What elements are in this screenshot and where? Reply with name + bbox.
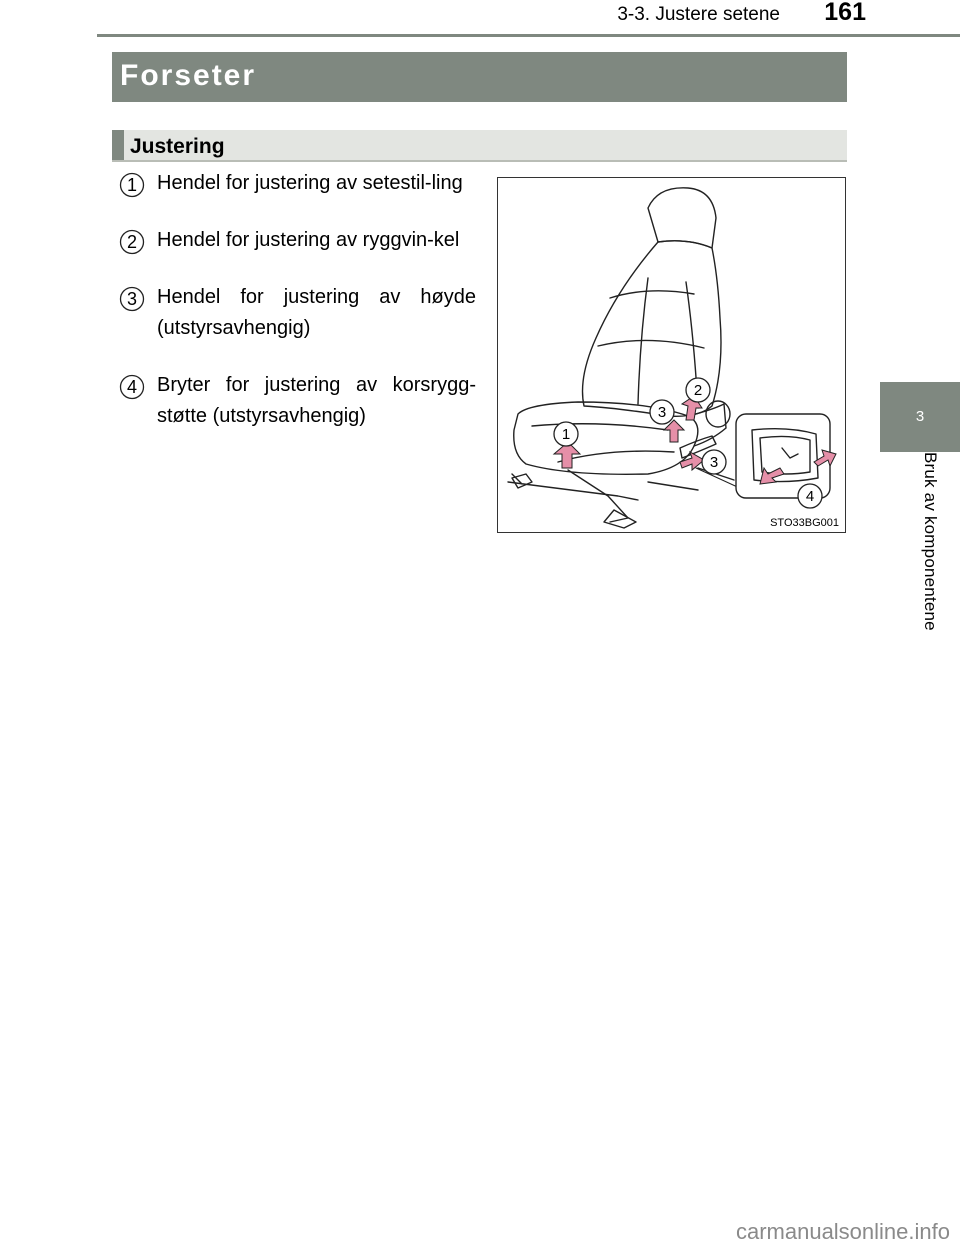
item-number: 4 xyxy=(126,377,137,397)
item-number: 3 xyxy=(126,289,137,309)
page-title: Forseter xyxy=(120,59,257,92)
chapter-tab xyxy=(880,382,960,452)
section-title: 3-3. Justere setene xyxy=(617,4,780,25)
item-number-badge xyxy=(119,374,145,400)
subtitle-bar xyxy=(112,130,847,162)
item-number: 2 xyxy=(126,232,137,252)
item-number: 1 xyxy=(126,175,137,195)
title-bar xyxy=(112,52,847,102)
list-item xyxy=(112,370,476,432)
item-text: Hendel for justering av høyde (utstyrsavhengig) xyxy=(157,286,476,339)
header-divider xyxy=(97,34,960,37)
item-text: Hendel for justering av setestil-ling xyxy=(157,172,463,194)
adjustment-list xyxy=(112,168,476,458)
item-number-badge xyxy=(119,286,145,312)
chapter-strip xyxy=(880,452,960,822)
callout-2: 2 xyxy=(693,382,703,399)
item-number-badge xyxy=(119,229,145,255)
item-text: Bryter for justering av korsrygg-støtte (utstyrsavhengig) xyxy=(157,374,476,427)
subtitle: Justering xyxy=(130,135,225,158)
item-number-badge xyxy=(119,172,145,198)
page-header xyxy=(0,0,960,40)
callout-4: 4 xyxy=(805,488,815,505)
callout-3b: 3 xyxy=(709,454,719,471)
seat-drawing xyxy=(498,178,845,532)
list-item xyxy=(112,282,476,344)
item-text: Hendel for justering av ryggvin-kel xyxy=(157,229,460,251)
chapter-number: 3 xyxy=(915,408,925,425)
callout-3a: 3 xyxy=(657,404,667,421)
subtitle-accent xyxy=(112,130,124,160)
chapter-title: Bruk av komponentene xyxy=(921,452,940,631)
seat-illustration xyxy=(497,177,846,533)
callout-1: 1 xyxy=(561,426,571,443)
figure-code: STO33BG001 xyxy=(770,517,839,529)
page-number: 161 xyxy=(824,0,866,26)
watermark: carmanualsonline.info xyxy=(735,1219,950,1244)
list-item xyxy=(112,168,476,199)
list-item xyxy=(112,225,476,256)
